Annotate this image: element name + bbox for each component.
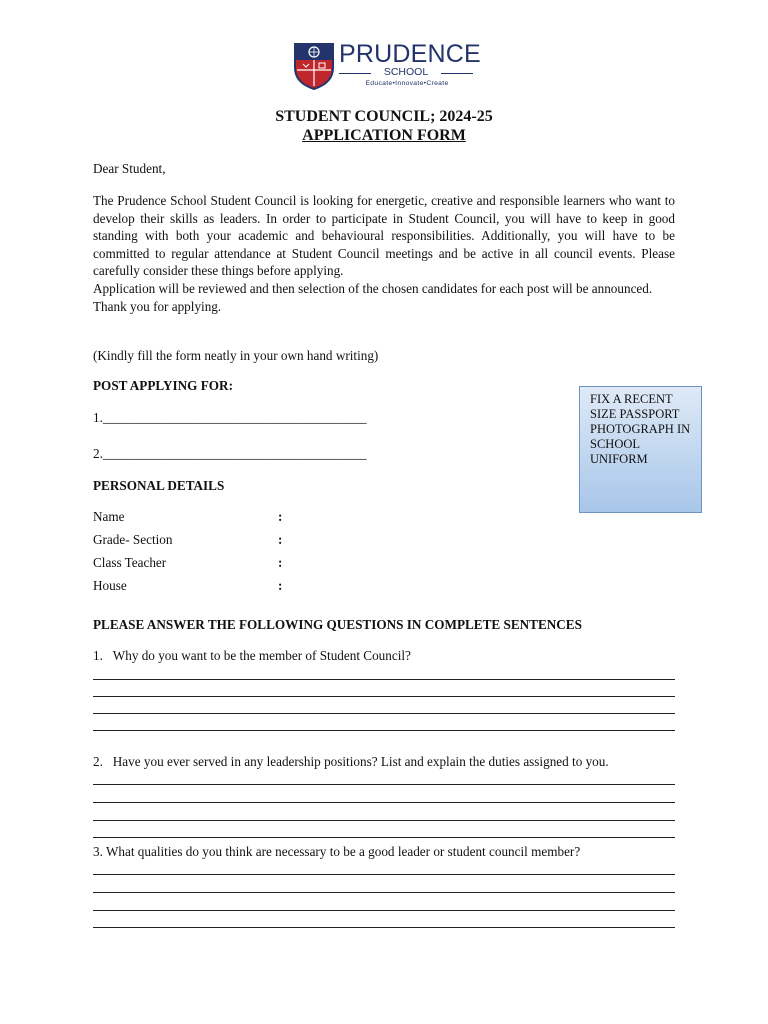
answer-line[interactable]	[93, 784, 675, 785]
question-1: 1. Why do you want to be the member of Student Council?	[93, 648, 411, 663]
post-line-2[interactable]: 2.________________________________________	[93, 446, 367, 461]
logo-brand-name: PRUDENCE	[339, 40, 481, 68]
field-colon: :	[278, 578, 283, 593]
intro-paragraphs	[93, 192, 675, 315]
field-colon: :	[278, 509, 283, 524]
field-colon: :	[278, 555, 283, 570]
answer-line[interactable]	[93, 910, 675, 911]
greeting: Dear Student,	[93, 161, 166, 176]
field-label-house: House	[93, 578, 127, 593]
question-2: 2. Have you ever served in any leadership positions? List and explain the duties assigned to you.	[93, 754, 609, 769]
passport-photo-box	[579, 386, 702, 513]
answer-line[interactable]	[93, 820, 675, 821]
answer-line[interactable]	[93, 730, 675, 731]
photo-instruction: FIX A RECENT SIZE PASSPORT PHOTOGRAPH IN SCHOOL UNIFORM	[590, 392, 691, 466]
field-label-class-teacher: Class Teacher	[93, 555, 167, 570]
answer-line[interactable]	[93, 874, 675, 875]
form-title: STUDENT COUNCIL; 2024-25	[275, 108, 493, 125]
logo-school-label: SCHOOL	[339, 66, 473, 78]
intro-paragraph-1: The Prudence School Student Council is looking for energetic, creative and responsible learners who want to develop their skills as leaders. In order to participate in Student Council, you will have to keep in good standing with both your academic and behavioural responsibilities. Additionally, you will have to be committed to regular attendance at Student Council meetings and be active in all council events. Please carefully consider these things before applying.	[93, 193, 675, 279]
logo-tagline: Educate•Innovate•Create	[365, 80, 449, 87]
post-heading: POST APPLYING FOR:	[93, 378, 233, 393]
answer-line[interactable]	[93, 837, 675, 838]
form-subtitle: APPLICATION FORM	[302, 127, 466, 144]
shield-crest-icon	[293, 42, 335, 90]
answer-line[interactable]	[93, 696, 675, 697]
answer-line[interactable]	[93, 679, 675, 680]
thanks-text: Thank you for applying.	[93, 298, 222, 314]
post-line-1[interactable]: 1.________________________________________	[93, 410, 367, 425]
answer-line[interactable]	[93, 802, 675, 803]
field-colon: :	[278, 532, 283, 547]
personal-details-heading: PERSONAL DETAILS	[93, 478, 225, 493]
field-label-grade-section: Grade- Section	[93, 532, 173, 547]
handwriting-note: (Kindly fill the form neatly in your own hand writing)	[93, 348, 379, 363]
field-label-name: Name	[93, 509, 125, 524]
answer-line[interactable]	[93, 927, 675, 928]
intro-paragraph-2: Application will be reviewed and then selection of the chosen candidates for each post will be announced.	[93, 280, 653, 296]
answer-line[interactable]	[93, 892, 675, 893]
question-3: 3. What qualities do you think are necessary to be a good leader or student council member?	[93, 844, 581, 859]
questions-heading: PLEASE ANSWER THE FOLLOWING QUESTIONS IN COMPLETE SENTENCES	[93, 617, 582, 632]
answer-line[interactable]	[93, 713, 675, 714]
school-logo	[293, 42, 483, 94]
